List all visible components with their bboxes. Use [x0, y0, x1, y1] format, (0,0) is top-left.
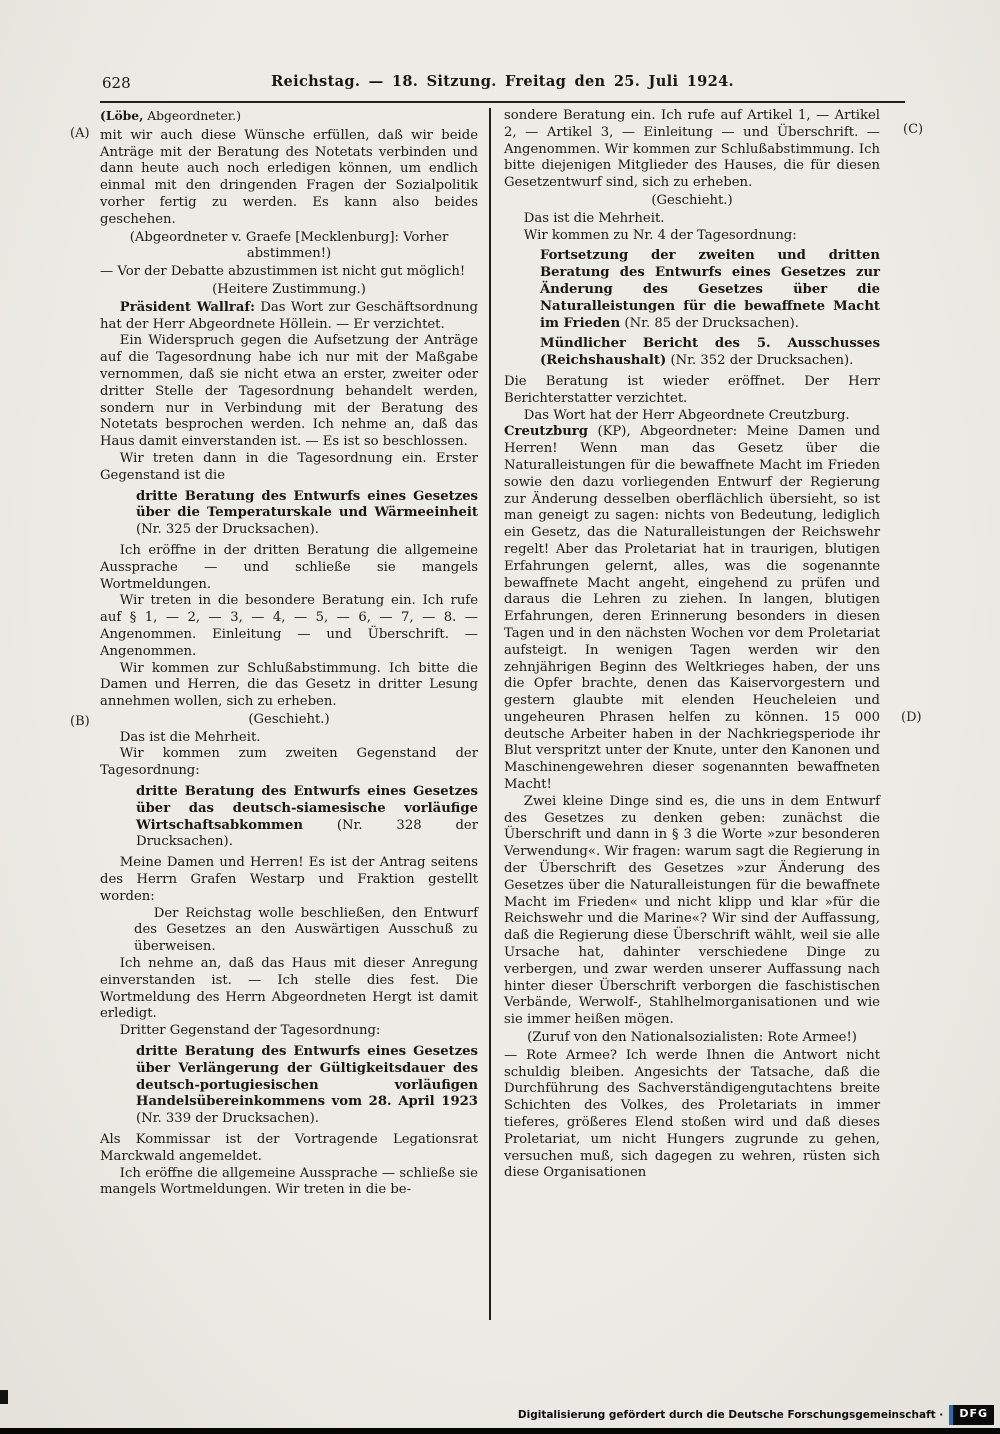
paragraph: Ich eröffne die allgemeine Aussprache — schließe sie mangels Wortmeldungen. Wir treten in die be-	[100, 1165, 478, 1198]
page-header	[100, 74, 905, 96]
agenda-heading	[540, 248, 880, 332]
margin-mark-d: (D)	[901, 710, 922, 725]
speaker-name: Creutzburg	[504, 424, 588, 440]
scan-bottom-edge	[0, 1428, 1000, 1434]
page-number: 628	[102, 74, 131, 92]
agenda-heading-ref: (Nr. 339 der Drucksachen).	[136, 1111, 319, 1127]
paragraph: Wir kommen zur Schlußabstimmung. Ich bitte die Damen und Herren, die das Gesetz in dritter Lesung annehmen wollen, sich zu erheben.	[100, 660, 478, 710]
interjection: (Zuruf von den Nationalsozialisten: Rote Armee!)	[527, 1030, 857, 1046]
speech-paragraph	[504, 424, 880, 794]
paragraph: Ich eröffne in der dritten Beratung die allgemeine Aussprache — und schließe sie mangels Wortmeldungen.	[100, 542, 478, 592]
margin-mark-b: (B)	[70, 714, 90, 729]
paragraph: mit wir auch diese Wünsche erfüllen, daß wir beide Anträge mit der Beratung des Notetats verbinden und dann heute auch noch erledigen können, um endlich einmal mit den dringenden Fragen der Sozialpolitik vorher fertig zu werden. Es kann also beides geschehen.	[100, 127, 478, 227]
paragraph: Das ist die Mehrheit.	[523, 210, 665, 226]
agenda-heading	[136, 489, 478, 539]
agenda-heading-ref: (Nr. 325 der Drucksachen).	[136, 522, 319, 538]
paragraph: Das Wort hat der Herr Abgeordnete Creutzburg.	[523, 407, 850, 423]
paragraph: Dritter Gegenstand der Tagesordnung:	[119, 1023, 381, 1039]
header-title: Reichstag. — 18. Sitzung. Freitag den 25. Juli 1924.	[271, 73, 734, 90]
agenda-heading	[136, 784, 478, 851]
header-rule	[100, 101, 905, 103]
left-column	[100, 108, 489, 1320]
speaker-name: Präsident Wallraf:	[119, 299, 255, 315]
agenda-heading-text: Fortsetzung der zweiten und dritten Beratung des Entwurfs eines Gesetzes zur Änderung des Gesetzes über die Naturalleistungen für die bewaffnete Macht im Frieden	[540, 248, 880, 331]
paragraph: Meine Damen und Herren! Es ist der Antrag seitens des Herrn Grafen Westarp und Fraktion gestellt worden:	[100, 855, 478, 904]
stage-direction: (Heitere Zustimmung.)	[212, 281, 366, 297]
paragraph	[100, 300, 478, 334]
paragraph: Ich nehme an, daß das Haus mit dieser Anregung einverstanden ist. — Ich stelle dies fest. Die Wortmeldung des Herrn Abgeordneten Hergt ist damit erledigt.	[100, 956, 478, 1022]
paragraph: Wir treten dann in die Tagesordnung ein. Erster Gegenstand ist die	[100, 450, 478, 483]
margin-mark-c: (C)	[903, 122, 924, 137]
paragraph-text: Das Wort zur Geschäftsordnung hat der Herr Abgeordnete Höllein. — Er verzichtet.	[100, 299, 478, 332]
stage-direction: (Geschieht.)	[651, 192, 733, 208]
paragraph: — Rote Armee? Ich werde Ihnen die Antwort nicht schuldig bleiben. Angesichts der Tatsache, daß die Durchführung des Sachverständigengutachtens breite Schichten des Volkes, des Proletariats in immer tieferes, größeres Elend stoßen wird und daß dieses Proletariat, um nicht Hungers zugrunde zu gehen, versuchen muß, sich dagegen zu wehren, rüsten sich diese Organisationen	[504, 1047, 880, 1181]
report-heading	[540, 336, 880, 370]
agenda-heading-ref: (Nr. 328 der Drucksachen).	[136, 817, 478, 850]
report-heading-text: Mündlicher Bericht des 5. Ausschusses (Reichshaushalt)	[540, 336, 880, 369]
agenda-heading-ref: (Nr. 85 der Drucksachen).	[620, 315, 799, 331]
paragraph: Ein Widerspruch gegen die Aufsetzung der Anträge auf die Tagesordnung habe ich nur mit der Maßgabe vernommen, daß sie nicht etwa an erster, zweiter oder dritter Stelle der Tagesordnung behandelt werden, sondern nur in Verbindung mit der Beratung des Notetats besprochen werden. Ich nehme an, daß das Haus damit einverstanden ist. — Es ist so beschlossen.	[100, 333, 478, 450]
paragraph: Wir kommen zum zweiten Gegenstand der Tagesordnung:	[100, 746, 478, 779]
paragraph: sondere Beratung ein. Ich rufe auf Artikel 1, — Artikel 2, — Artikel 3, — Einleitung — und Überschrift. — Angenommen. Wir kommen zur Schlußabstimmung. Ich bitte diejenigen Mitglieder des Hauses, die für diesen Gesetzentwurf sind, sich zu erheben.	[504, 108, 880, 191]
report-heading-ref: (Nr. 352 der Drucksachen).	[666, 353, 854, 369]
text-columns	[100, 108, 905, 1320]
paragraph: Zwei kleine Dinge sind es, die uns in dem Entwurf des Gesetzes zu denken geben: zunächst die Überschrift und dann in § 3 die Worte »zur besonderen Verwendung«. Wir fragen: warum sagt die Regierung in der Überschrift des Gesetzes »zur Änderung des Gesetzes über die Naturalleistungen für die bewaffnete Macht im Frieden« und nicht klipp und klar »für die Reichswehr und die Marine«? Wir sind der Auffassung, daß die Regierung diese Überschrift wählt, weil sie alle Ursache hat, dahinter verschiedene Dinge zu verbergen, und zwar werden unserer Auffassung nach hinter dieser Überschrift verborgen die faschistischen Verbände, Werwolf-, Stahlhelmorganisationen und wie sie immer heißen mögen.	[504, 793, 880, 1028]
speaker-note-name: (Löbe,	[100, 108, 144, 123]
right-column	[491, 108, 880, 1320]
dfg-logo: DFG	[949, 1405, 994, 1425]
paragraph: Als Kommissar ist der Vortragende Legationsrat Marckwald angemeldet.	[100, 1132, 478, 1164]
speaker-note-role: Abgeordneter.)	[143, 109, 241, 123]
margin-mark-a: (A)	[70, 126, 90, 141]
footer	[518, 1405, 994, 1425]
paragraph: Wir kommen zu Nr. 4 der Tagesordnung:	[523, 227, 797, 243]
motion-quote: Der Reichstag wolle beschließen, den Entwurf des Gesetzes an den Auswärtigen Ausschuß zu überweisen.	[134, 905, 478, 955]
paragraph: Wir treten in die besondere Beratung ein. Ich rufe auf § 1, — 2, — 3, — 4, — 5, — 6, — 7, — 8. — Angenommen. Einleitung — und Überschrift. — Angenommen.	[100, 593, 478, 659]
paragraph-text: (KP), Abgeordneter: Meine Damen und Herren! Wenn man das Gesetz über die Naturalleistungen für die bewaffnete Macht im Frieden sowie den dazu vorliegenden Entwurf der Regierung zur Änderung desselben oberflächlich übersieht, so ist man geneigt zu sagen: nichts von Bedeutung, lediglich ein Gesetz, das die Naturalleistungen der Reichswehr regelt! Aber das Proletariat hat in traurigen, blutigen Erfahrungen gelernt, alles, was die sogenannte bewaffnete Macht angeht, eingehend zu prüfen und daraus die Lehren zu ziehen. In langen, blutigen Erfahrungen, deren Erinnerung besonders in diesen Tagen und in den nächsten Wochen vor dem Proletariat aufsteigt. In wenigen Tagen werden wir den zehnjährigen Beginn des Weltkrieges haben, der uns die Opfer brachte, denen das Kaiservorgestern und gestern glaubte mit elenden Heucheleien und ungeheuren Phrasen helfen zu können. 15 000 deutsche Arbeiter haben in der Nachkriegsperiode ihr Blut verspritzt unter der Knute, unter den Kanonen und Maschinengewehren dieser sogenannten bewaffneten Macht!	[504, 424, 880, 793]
scan-edge-artifact	[0, 1390, 8, 1404]
digitization-credit: Digitalisierung gefördert durch die Deutsche Forschungsgemeinschaft ·	[517, 1408, 944, 1421]
stage-direction: (Geschieht.)	[248, 711, 330, 727]
agenda-heading-text: dritte Beratung des Entwurfs eines Gesetzes über die Temperaturskale und Wärmeeinheit	[136, 488, 478, 521]
agenda-heading-text: dritte Beratung des Entwurfs eines Gesetzes über das deutsch-siamesische vorläufige Wirtschaftsabkommen	[136, 784, 478, 833]
agenda-heading	[136, 1044, 478, 1128]
paragraph: Die Beratung ist wieder eröffnet. Der Herr Berichterstatter verzichtet.	[504, 373, 880, 406]
agenda-heading-text: dritte Beratung des Entwurfs eines Gesetzes über Verlängerung der Gültigkeitsdauer des deutsch-portugiesischen vorläufigen Handelsübereinkommens vom 28. April 1923	[136, 1044, 478, 1110]
interjection: (Abgeordneter v. Graefe [Mecklenburg]: Vorher abstimmen!)	[129, 229, 449, 262]
speaker-note	[100, 108, 478, 125]
paragraph: — Vor der Debatte abzustimmen ist nicht gut möglich!	[100, 264, 466, 280]
paragraph: Das ist die Mehrheit.	[119, 729, 261, 745]
